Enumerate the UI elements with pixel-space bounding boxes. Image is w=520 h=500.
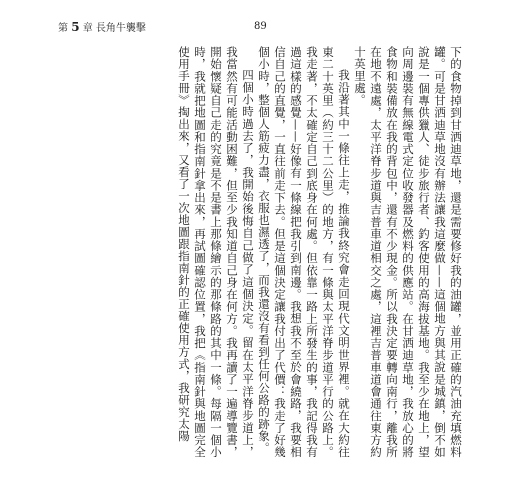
chapter-suffix: 章 — [82, 23, 93, 34]
paragraph: 四個小時過去了，我開始後悔自己做了這個決定。留在太平洋脊步道上，我當然有可能活動困難，但至少我知道自己身在何方。我再讀了一遍導覽書，開始懷疑自己走的究竟是不是書上那條繪示的那條路的其中一條。每隔一個小時，我就把地圖和指南針拿出來，再試圖確認位置，我把《指南針與地圖完全使用手冊》掏出來，又看了一次地圖跟指南針的正確使用方式，我研究太陽 — [177, 46, 255, 458]
body-text — [72, 46, 464, 458]
paragraph: 下的食物掉到甘洒迪草地，還是需要修好我的油罐，並用正確的汽油充填燃料罐。可是甘洒迪草地沒有辦法讓我這麼做——這個地方與其說是城鎮，倒不如說是一個專供獵人、徒步旅行者、釣客使用的高海拔基地。我至少在地上，望向周邊裝有無線電式定位收發器及燃料的供應站。在甘洒迪草地，我放心的將食物和裝備放在我的背包中，還有不少現金。所以我決定要轉向南行，離我所在地不遠處，太平洋脊步道與吉普車道相交之處，這裡吉普車道會通往東方約十英里處。 — [353, 46, 463, 458]
chapter-heading — [58, 20, 146, 36]
running-header — [58, 20, 458, 34]
chapter-title: 長角牛襲擊 — [95, 23, 146, 34]
chapter-prefix: 第 — [58, 23, 68, 34]
paragraph: 我沿著其中一條往上走，推論我終究會走回現代文明世界裡。就在大約往東二十英里（約三十二公里）的地方，有一條與太平洋脊步道平行的公路上。我走著，不太確定自己到底身在何處。但依靠一路上所發生的事，我記得我有過這樣的感覺——好像有一條線把我引到南邊。我想我不至於會繞路，我要相信自己的直覺，一直往前走下去。但是這個決定讓我付出了代價：我走了好幾個小時，整個人筋疲力盡，衣服也濕透了，而我還沒有看到任何公路的跡象。 — [257, 46, 351, 458]
chapter-number: 5 — [71, 20, 80, 34]
page-number: 89 — [254, 21, 267, 32]
